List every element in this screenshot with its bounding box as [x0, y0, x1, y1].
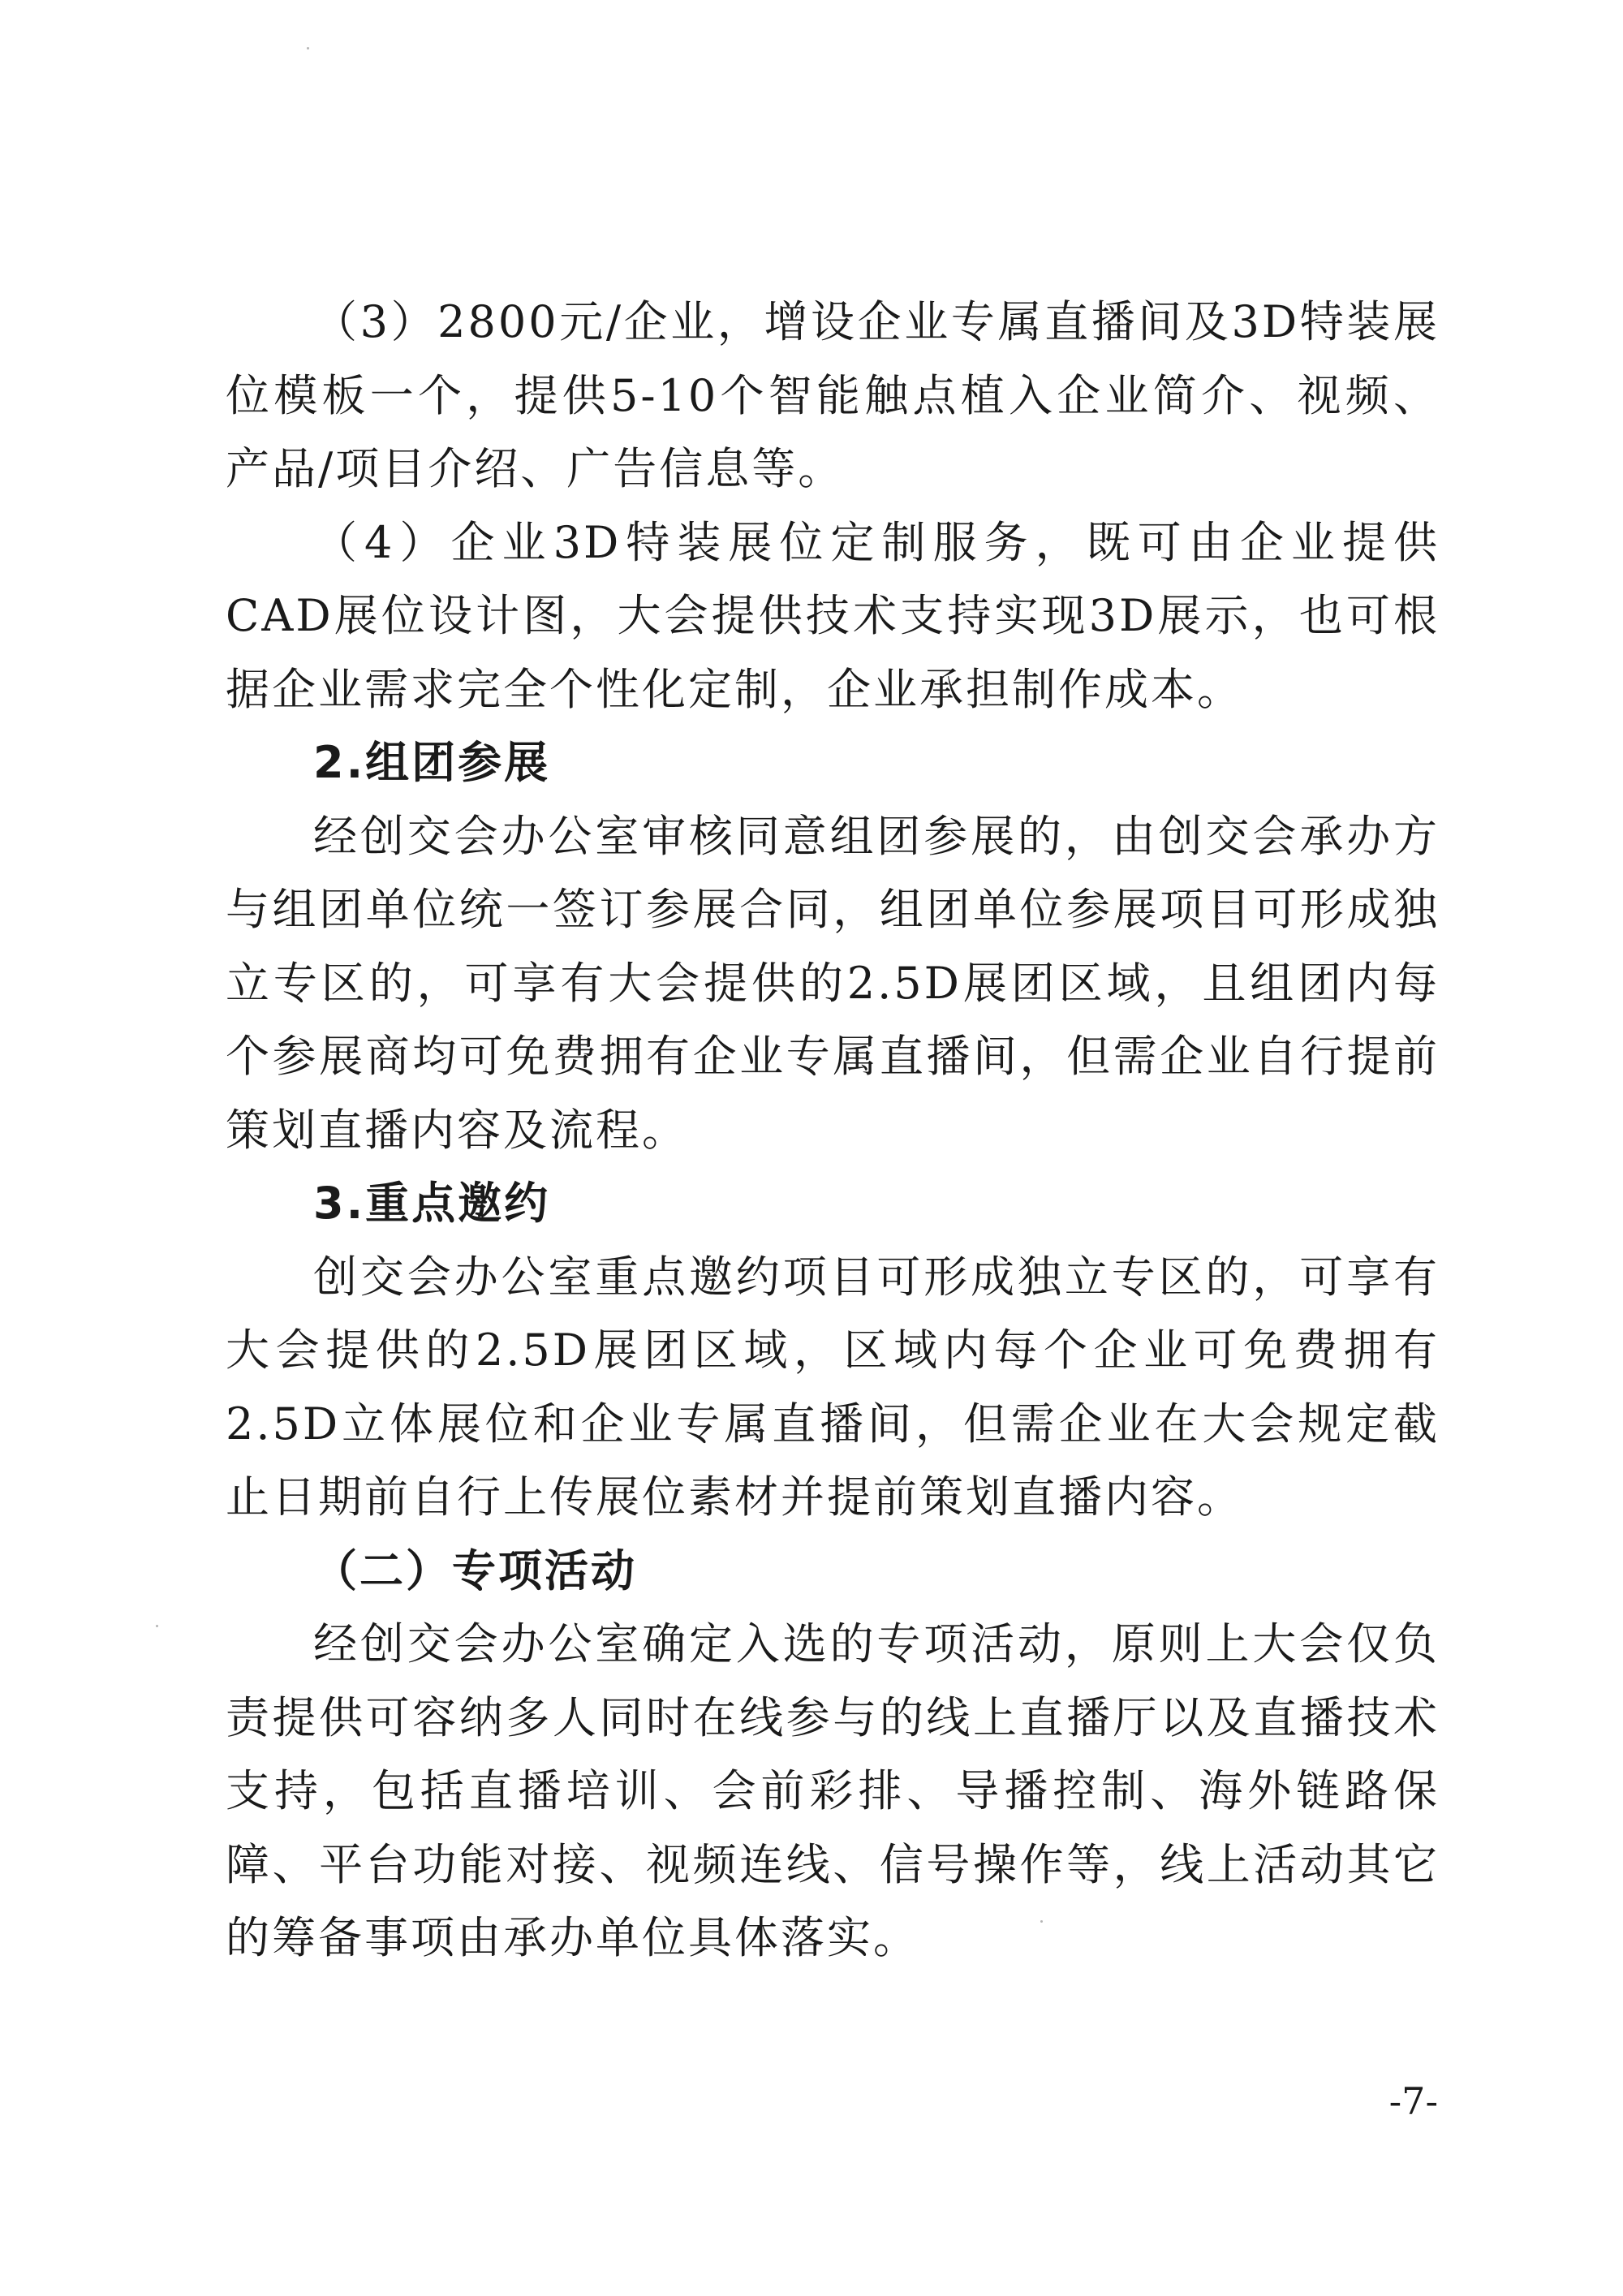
- paragraph-fee-option-4: （4）企业3D特装展位定制服务，既可由企业提供CAD展位设计图，大会提供技术支持实现3D展示，也可根据企业需求完全个性化定制，企业承担制作成本。: [226, 516, 1440, 715]
- page-number: -7-: [1388, 2079, 1438, 2123]
- heading-group-exhibition: 2.组团参展: [313, 737, 551, 788]
- scan-speck: [156, 1625, 158, 1627]
- heading-key-invitation: 3.重点邀约: [313, 1178, 551, 1229]
- paragraph-key-invitation: 创交会办公室重点邀约项目可形成独立专区的，可享有大会提供的2.5D展团区域，区域内每个企业可免费拥有2.5D立体展位和企业专属直播间，但需企业在大会规定截止日期前自行上传展位素材并提前策划直播内容。: [226, 1251, 1440, 1523]
- paragraph-group-exhibition: 经创交会办公室审核同意组团参展的，由创交会承办方与组团单位统一签订参展合同，组团单位参展项目可形成独立专区的，可享有大会提供的2.5D展团区域，且组团内每个参展商均可免费拥有企业专属直播间，但需企业自行提前策划直播内容及流程。: [226, 810, 1440, 1156]
- scan-speck: [1040, 1920, 1043, 1923]
- heading-special-activities: （二）专项活动: [313, 1544, 637, 1596]
- paragraph-fee-option-3: （3）2800元/企业，增设企业专属直播间及3D特装展位模板一个，提供5-10个智能触点植入企业简介、视频、产品/项目介绍、广告信息等。: [226, 296, 1440, 494]
- paragraph-special-activities: 经创交会办公室确定入选的专项活动，原则上大会仅负责提供可容纳多人同时在线参与的线上直播厅以及直播技术支持，包括直播培训、会前彩排、导播控制、海外链路保障、平台功能对接、视频连线、信号操作等，线上活动其它的筹备事项由承办单位具体落实。: [226, 1618, 1440, 1963]
- document-body: [226, 286, 1440, 1975]
- scan-speck: [307, 47, 309, 50]
